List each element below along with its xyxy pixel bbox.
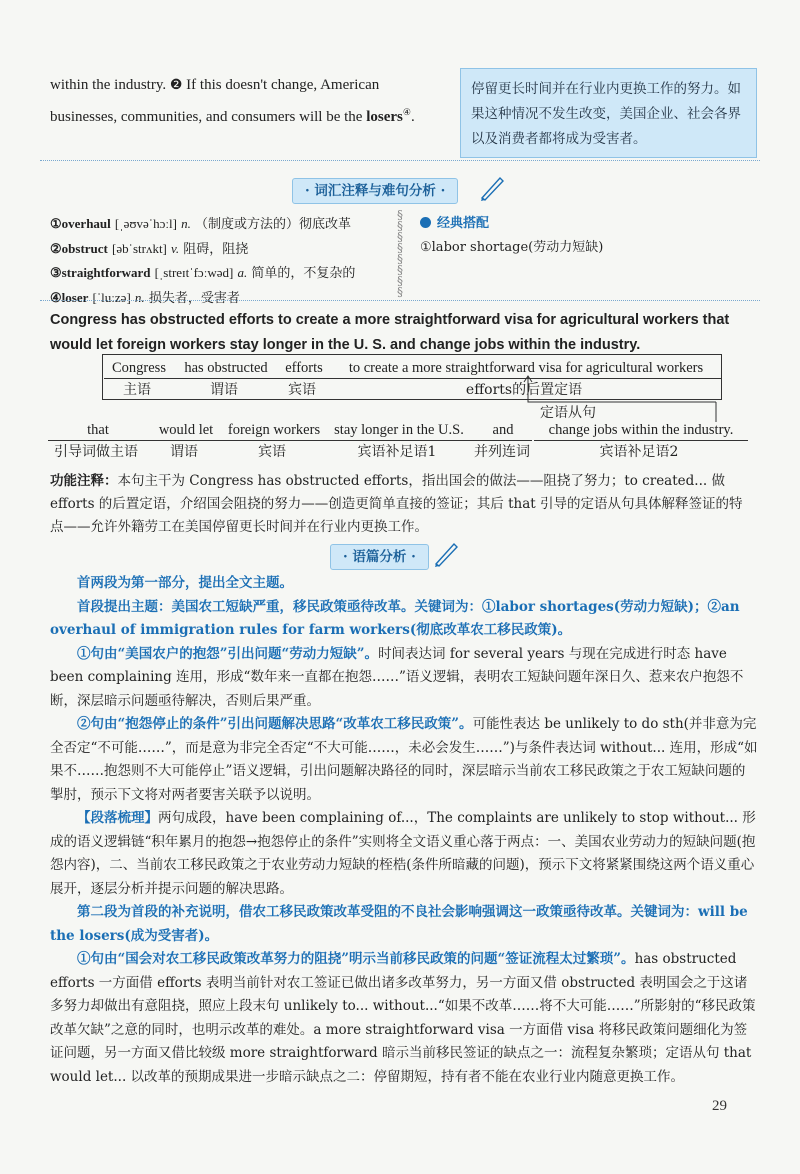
pen-icon (432, 540, 460, 568)
parse-label: 谓语 (210, 382, 238, 398)
vocab-section-badge (292, 178, 458, 204)
parse-cell: would let (148, 420, 224, 441)
chain-divider: § § § § § § § § (397, 208, 403, 299)
badge-label: · 词汇注释与难句分析 · (305, 183, 446, 199)
text-line: . (410, 109, 415, 125)
sentence-marker: ❷ (169, 78, 183, 93)
page-number: 29 (712, 1098, 727, 1114)
parse-cell: has obstructed (174, 358, 278, 379)
parse-label: 宾语 (258, 444, 286, 460)
analysis-paragraph: ①句由“国会对农工移民政策改革努力的阻挠”明示当前移民政策的问题“签证流程太过繁琐”。has obstructed efforts 一方面借 efforts 表明当前针对农工签证已做出诸多改革努力，另一方面又借 obstructed 表明国会之于这诸多努力却做出有意阻挠，照应上段末句 unlikely to... without...“如果不改革……将不大可能……”所影射的“移民政策改革欠缺”之意的同时，也明示改革的难处。a more straightforward visa 一方面借 visa 将移民政策问题细化为签证问题，另一方面又借比较级 more straightforward 暗示当前移民签证的缺点之一：流程复杂繁琐；定语从句 that would let... 以改革的预期成果进一步暗示缺点之二：停留期短，持有者不能在农业行业内随意更换工作。 (50, 951, 756, 1085)
clause-label: 定语从句 (540, 405, 596, 421)
top-english-paragraph (50, 72, 450, 131)
footnote-ref: ④ (402, 107, 411, 117)
parse-cell: stay longer in the U.S. (324, 420, 474, 441)
analysis-paragraph: 【段落梳理】两句成段，have been complaining of...，The complaints are unlikely to stop without... 形成的语义逻辑链“积年累月的抱怨→抱怨停止的条件”实则将全文语义重心落于两点：一、美国农业劳动力的短缺问题(抱怨内容)，二、当前农工移民政策之于农业劳动力短缺的桎梏(条件所暗藏的问题)，预示下文将紧紧围绕这两个语义重心展开，逐层分析并提示问题的解决思路。 (50, 810, 756, 897)
analysis-paragraph: ②句由“抱怨停止的条件”引出问题解决思路“改革农工移民政策”。可能性表达 be unlikely to do sth(并非意为完全否定“不可能……”，而是意为非完全否定“不大可能……，未必会发生……”)与条件表达词 without... 连用，形成“如果不……抱怨则不大可能停止”语义逻辑，引出问题解决路径的同时，深层暗示当前农工移民政策之于农工短缺问题的掣肘，预示下文将对两者要害关联予以说明。 (50, 716, 758, 803)
vocab-word-loser: losers (366, 109, 403, 125)
difficult-sentence: Congress has obstructed efforts to create a more straightforward visa for agricultural workers that would let foreign workers stay longer in the U. S. and change jobs within the industry. (50, 312, 730, 353)
analysis-section-badge (330, 544, 429, 570)
vocab-list (50, 212, 390, 310)
parse-cell: and (474, 420, 532, 441)
function-note (50, 470, 755, 539)
text-line: businesses, communities, and consumers will be the (50, 109, 363, 125)
analysis-paragraph: 首段提出主题：美国农工短缺严重，移民政策亟待改革。关键词为：①labor shortages(劳动力短缺)；②an overhaul of immigration rules for farm workers(彻底改革农工移民政策)。 (50, 598, 740, 638)
parse-cell: change jobs within the industry. (534, 420, 748, 441)
bullet-icon (420, 217, 431, 228)
collocation-item: ①labor shortage(劳动力短缺) (420, 239, 604, 255)
discourse-analysis (50, 572, 758, 1089)
parse-label: 谓语 (170, 444, 198, 460)
parse-cell: to create a more straightforward visa for agricultural workers (330, 358, 722, 379)
parse-label: 宾语补足语2 (599, 444, 679, 460)
parse-label: 宾语补足语1 (357, 444, 437, 460)
text-line: If this doesn't change, American (186, 77, 380, 93)
analysis-paragraph: ①句由“美国农户的抱怨”引出问题“劳动力短缺”。时间表达词 for several years 与现在完成进行时态 have been complaining 连用，形成“数年来一直都在抱怨……”语义逻辑，表明农工短缺问题年深日久、惹来农户抱怨不断，深层暗示问题亟待解决，否则后果严重。 (50, 645, 744, 709)
parse-label: efforts的后置定语 (465, 382, 583, 398)
translation-text: 停留更长时间并在行业内更换工作的努力。如果这种情况不发生改变，美国企业、社会各界以及消费者都将成为受害者。 (471, 81, 741, 147)
analysis-paragraph: 第二段为首段的补充说明，借农工移民政策改革受阻的不良社会影响强调这一政策亟待改革。关键词为：will be the losers(成为受害者)。 (50, 904, 748, 944)
collocation-block (420, 212, 740, 259)
parse-label: 主语 (123, 382, 151, 398)
vocab-item: ④loser [ˈluːzə] n. 损失者，受害者 (50, 289, 240, 306)
parse-cell: efforts (278, 358, 330, 379)
parse-label: 并列连词 (474, 444, 530, 460)
parse-cell: Congress (104, 358, 174, 379)
parse-cell: foreign workers (224, 420, 324, 441)
translation-box (460, 68, 757, 158)
vocab-item: ①overhaul [ˌəʊvəˈhɔːl] n. （制度或方法的）彻底改革 (50, 216, 351, 232)
vocab-item: ②obstruct [əbˈstrʌkt] v. 阻碍，阻挠 (50, 240, 249, 257)
function-label: 功能注释： (50, 473, 118, 489)
pen-icon (478, 174, 506, 202)
parse-label: 宾语 (288, 382, 316, 398)
divider (40, 160, 760, 161)
parse-label: 引导词做主语 (54, 444, 138, 460)
text-line: within the industry. (50, 77, 167, 93)
parse-cell: that (48, 420, 148, 441)
function-text: 本句主干为 Congress has obstructed efforts，指出国会的做法——阻挠了努力；to created... 做 efforts 的后置定语，介绍国会阻挠的努力——创造更简单直接的签证；其后 that 引导的定语从句具体解释签证的特点——允许外籍劳工在美国停留更长时间并在行业内更换工作。 (50, 473, 743, 535)
badge-label: · 语篇分析 · (343, 549, 416, 565)
collocation-title: 经典搭配 (437, 216, 490, 231)
vocab-item: ③straightforward [ˌstreɪtˈfɔːwəd] a. 简单的，不复杂的 (50, 265, 356, 281)
analysis-paragraph: 首两段为第一部分，提出全文主题。 (77, 575, 293, 591)
divider (40, 300, 760, 301)
